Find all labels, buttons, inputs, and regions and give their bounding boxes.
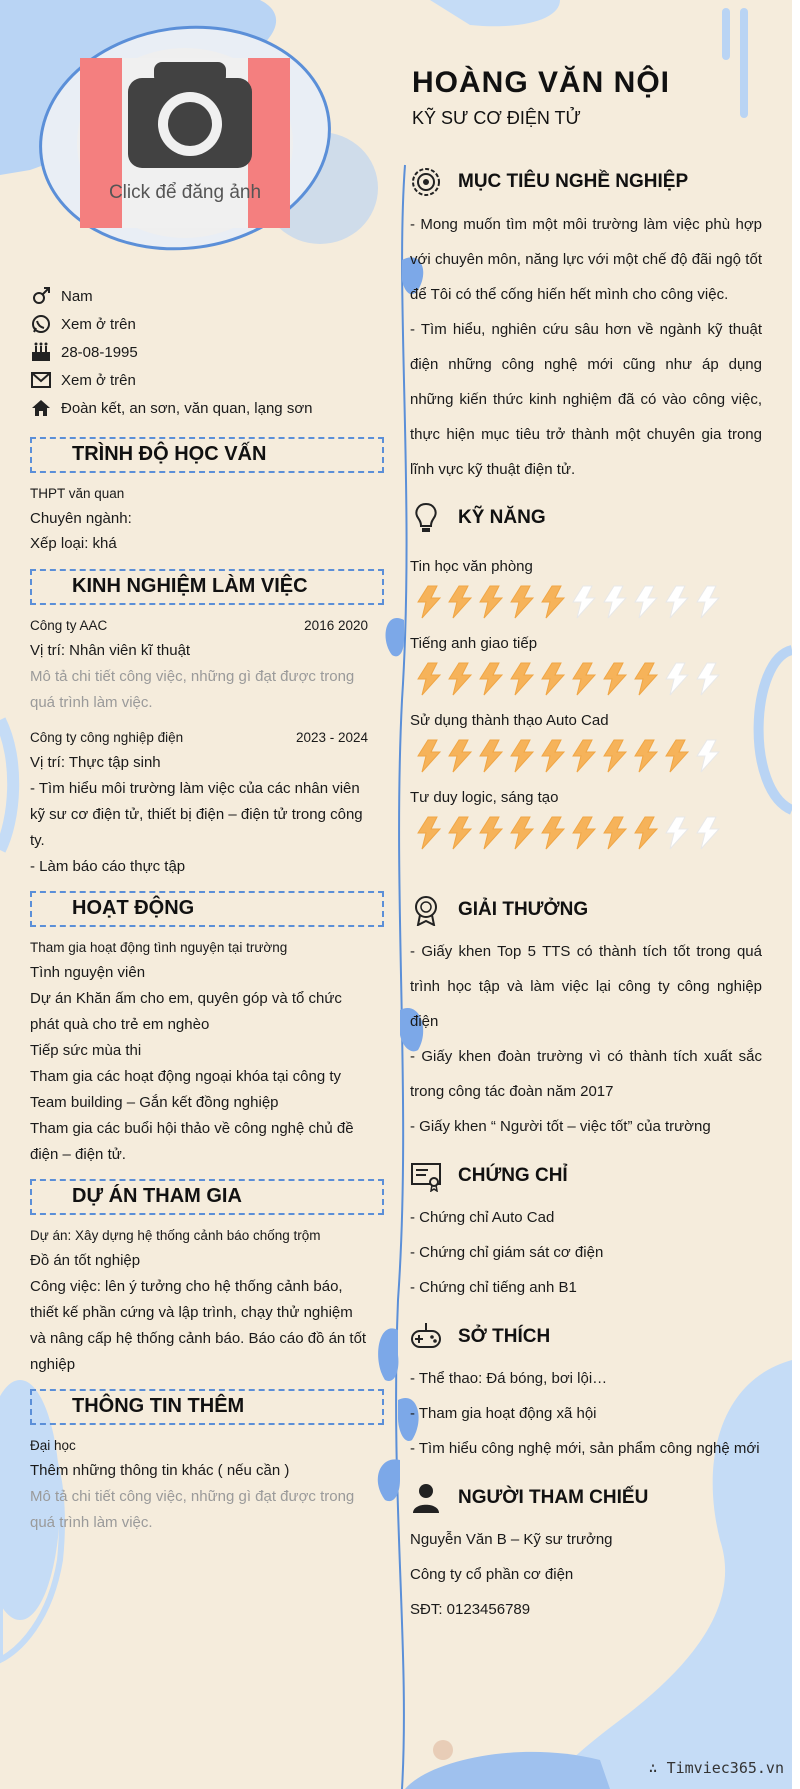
bolt-icon-empty (666, 586, 688, 618)
certificates-text (410, 1200, 762, 1305)
project-type: Đồ án tốt nghiệp (30, 1252, 141, 1269)
bolt-icon-filled (635, 663, 657, 695)
bolt-icon-empty (697, 663, 719, 695)
education-heading: TRÌNH ĐỘ HỌC VẤN (72, 443, 267, 465)
candidate-name: HOÀNG VĂN NỘI (412, 66, 671, 99)
bolt-icon-filled (418, 586, 440, 618)
certificate-icon (410, 1160, 442, 1192)
activity-line-2: Tình nguyện viên (30, 964, 146, 981)
skill-1-name: Tin học văn phòng (410, 558, 533, 575)
info-email (30, 368, 136, 392)
bolt-icon-empty (573, 586, 595, 618)
bolt-icon-empty (666, 817, 688, 849)
job-1-header (30, 613, 370, 639)
bolt-icon-filled (480, 663, 502, 695)
job-1-period: 2016 2020 (304, 618, 368, 633)
job-1-position: Vị trí: Nhân viên kĩ thuật (30, 642, 191, 659)
birthday-cake-icon (30, 342, 52, 362)
bolt-icon-filled (542, 740, 564, 772)
job-1-company: Công ty AAC (30, 618, 108, 633)
address-text: Đoàn kết, an sơn, văn quan, lạng sơn (61, 399, 313, 417)
bolt-icon-filled (604, 817, 626, 849)
bolt-icon-filled (542, 663, 564, 695)
bolt-icon-empty (666, 663, 688, 695)
bolt-icon-filled (480, 817, 502, 849)
job-2-period: 2023 - 2024 (295, 730, 368, 745)
experience-heading-box (30, 569, 384, 605)
skill-4-name: Tư duy logic, sáng tạo (410, 789, 559, 806)
more-info-description: Mô tả chi tiết công việc, những gì đạt được trong quá trình làm việc. (30, 1488, 355, 1531)
bolt-icon-empty (697, 740, 719, 772)
more-info-line-2: Thêm những thông tin khác ( nếu cần ) (30, 1462, 290, 1479)
medal-icon (410, 894, 442, 926)
info-birthday (30, 340, 138, 364)
info-phone (30, 312, 136, 336)
bolt-icon-filled (666, 740, 688, 772)
certificate-line-2: - Chứng chỉ giám sát cơ điện (410, 1244, 604, 1261)
objective-text (410, 207, 762, 487)
hobby-line-1: - Thể thao: Đá bóng, bơi lội… (410, 1370, 608, 1387)
camera-icon (126, 62, 254, 170)
bolt-icon-filled (542, 817, 564, 849)
bolt-icon-filled (604, 740, 626, 772)
gamepad-icon (410, 1321, 442, 1353)
awards-heading: GIẢI THƯỞNG (458, 899, 589, 920)
target-icon (410, 166, 442, 198)
bolt-icon-filled (418, 740, 440, 772)
bolt-icon-filled (480, 740, 502, 772)
hobby-line-2: - Tham gia hoạt động xã hội (410, 1405, 597, 1422)
gender-text: Nam (61, 287, 93, 305)
avatar-upload[interactable] (30, 18, 340, 256)
skill-3-rating (410, 738, 770, 774)
bolt-icon-filled (511, 586, 533, 618)
bolt-icon-filled (573, 817, 595, 849)
bolt-icon-filled (511, 663, 533, 695)
certificate-line-3: - Chứng chỉ tiếng anh B1 (410, 1279, 577, 1296)
award-line-3: - Giấy khen “ Người tốt – việc tốt” của trường (410, 1118, 711, 1135)
bolt-icon-filled (449, 586, 471, 618)
bolt-icon-filled (449, 817, 471, 849)
skill-4-rating (410, 815, 770, 851)
job-title: KỸ SƯ CƠ ĐIỆN TỬ (412, 108, 581, 128)
job-2-company: Công ty công nghiệp điện (30, 730, 184, 745)
project-description: Công việc: lên ý tưởng cho hệ thống cảnh báo, thiết kế phần cứng và lập trình, chạy thử nghiệm và nâng cấp hệ thống cảnh báo. Báo cáo đồ án tốt nghiệp (30, 1278, 367, 1373)
awards-text (410, 934, 762, 1144)
birthday-text: 28-08-1995 (61, 343, 138, 361)
job-2-position: Vị trí: Thực tập sinh (30, 754, 161, 771)
job-1-description: Mô tả chi tiết công việc, những gì đạt được trong quá trình làm việc. (30, 668, 355, 711)
references-text (410, 1522, 762, 1627)
hobbies-heading: SỞ THÍCH (458, 1326, 551, 1347)
more-info-line-1: Đại học (30, 1438, 76, 1453)
site-logo: ∴ Timviec365.vn (648, 1759, 784, 1777)
info-address (30, 396, 313, 420)
info-gender (30, 284, 93, 308)
skill-3-name: Sử dụng thành thạo Auto Cad (410, 712, 609, 729)
person-icon (410, 1482, 442, 1514)
skills-heading: KỸ NĂNG (458, 507, 546, 528)
hobbies-text (410, 1361, 762, 1466)
education-school: THPT văn quan (30, 486, 125, 501)
more-info-heading-box (30, 1389, 384, 1425)
activities-heading-box (30, 891, 384, 927)
bolt-icon-empty (697, 817, 719, 849)
projects-heading: DỰ ÁN THAM GIA (72, 1185, 242, 1207)
bolt-icon-filled (511, 817, 533, 849)
bolt-icon-filled (635, 740, 657, 772)
reference-line-2: Công ty cổ phần cơ điện (410, 1566, 574, 1583)
email-icon (30, 370, 52, 390)
experience-heading: KINH NGHIỆM LÀM VIỆC (72, 575, 308, 597)
phone-icon (30, 314, 52, 334)
bolt-icon-filled (449, 663, 471, 695)
reference-line-1: Nguyễn Văn B – Kỹ sư trưởng (410, 1531, 613, 1548)
bolt-icon-empty (604, 586, 626, 618)
job-2-header (30, 725, 370, 751)
certificates-heading: CHỨNG CHỈ (458, 1165, 568, 1186)
bolt-icon-filled (542, 586, 564, 618)
skill-2-name: Tiếng anh giao tiếp (410, 635, 538, 652)
project-title: Dự án: Xây dựng hệ thống cảnh báo chống trộm (30, 1228, 321, 1243)
award-line-1: - Giấy khen Top 5 TTS có thành tích tốt trong quá trình học tập và làm việc lại công ty công nghiệp điện (410, 943, 762, 1030)
gender-icon (30, 286, 52, 306)
bolt-icon-filled (418, 663, 440, 695)
education-grade: Xếp loại: khá (30, 535, 117, 552)
email-text: Xem ở trên (61, 371, 136, 389)
activity-line-7: Tham gia các buổi hội thảo về công nghệ chủ đề điện – điện tử. (30, 1120, 354, 1163)
education-heading-box (30, 437, 384, 473)
activities-heading: HOẠT ĐỘNG (72, 897, 195, 919)
lightbulb-icon (410, 502, 442, 534)
objective-paragraph-2: - Tìm hiểu, nghiên cứu sâu hơn về ngành kỹ thuật điện những công nghệ mới cũng như áp dụng những kiến thức kinh nghiệm đã có vào công việc, thực hiện mục tiêu trở thành một chuyên gia trong lĩnh vực kỹ thuật điện tử. (410, 321, 762, 478)
bolt-icon-filled (635, 817, 657, 849)
bolt-icon-filled (573, 663, 595, 695)
activity-line-5: Tham gia các hoạt động ngoại khóa tại công ty (30, 1068, 342, 1085)
avatar-caption: Click để đăng ảnh (108, 182, 262, 203)
phone-text: Xem ở trên (61, 315, 136, 333)
education-major: Chuyên ngành: (30, 510, 132, 527)
skill-2-rating (410, 661, 770, 697)
references-heading: NGƯỜI THAM CHIẾU (458, 1487, 649, 1508)
objective-heading: MỤC TIÊU NGHỀ NGHIỆP (458, 171, 689, 192)
certificate-line-1: - Chứng chỉ Auto Cad (410, 1209, 555, 1226)
bolt-icon-filled (604, 663, 626, 695)
projects-heading-box (30, 1179, 384, 1215)
bolt-icon-empty (635, 586, 657, 618)
reference-line-3: SĐT: 0123456789 (410, 1601, 531, 1618)
bolt-icon-filled (449, 740, 471, 772)
bolt-icon-filled (418, 817, 440, 849)
job-2-description: - Tìm hiểu môi trường làm việc của các nhân viên kỹ sư cơ điện tử, thiết bị điện – điện tử trong công ty. (30, 780, 363, 849)
hobby-line-3: - Tìm hiểu công nghệ mới, sản phẩm công nghệ mới (410, 1440, 760, 1457)
activity-line-4: Tiếp sức mùa thi (30, 1042, 142, 1059)
job-2-description-2: - Làm báo cáo thực tập (30, 858, 186, 875)
award-line-2: - Giấy khen đoàn trường vì có thành tích xuất sắc trong công tác đoàn năm 2017 (410, 1048, 762, 1100)
skill-1-rating (410, 584, 770, 620)
bolt-icon-filled (573, 740, 595, 772)
more-info-heading: THÔNG TIN THÊM (72, 1395, 245, 1417)
bolt-icon-empty (697, 586, 719, 618)
bolt-icon-filled (511, 740, 533, 772)
activity-line-3: Dự án Khăn ấm cho em, quyên góp và tổ chức phát quà cho trẻ em nghèo (30, 990, 342, 1033)
objective-paragraph-1: - Mong muốn tìm một môi trường làm việc phù hợp với chuyên môn, năng lực với một chế độ đãi ngộ tốt để Tôi có thể cống hiến hết mình cho công việc. (410, 216, 762, 303)
home-icon (30, 398, 52, 418)
activity-line-6: Team building – Gắn kết đồng nghiệp (30, 1094, 279, 1111)
bolt-icon-filled (480, 586, 502, 618)
activity-line-1: Tham gia hoạt động tình nguyện tại trường (30, 940, 288, 955)
